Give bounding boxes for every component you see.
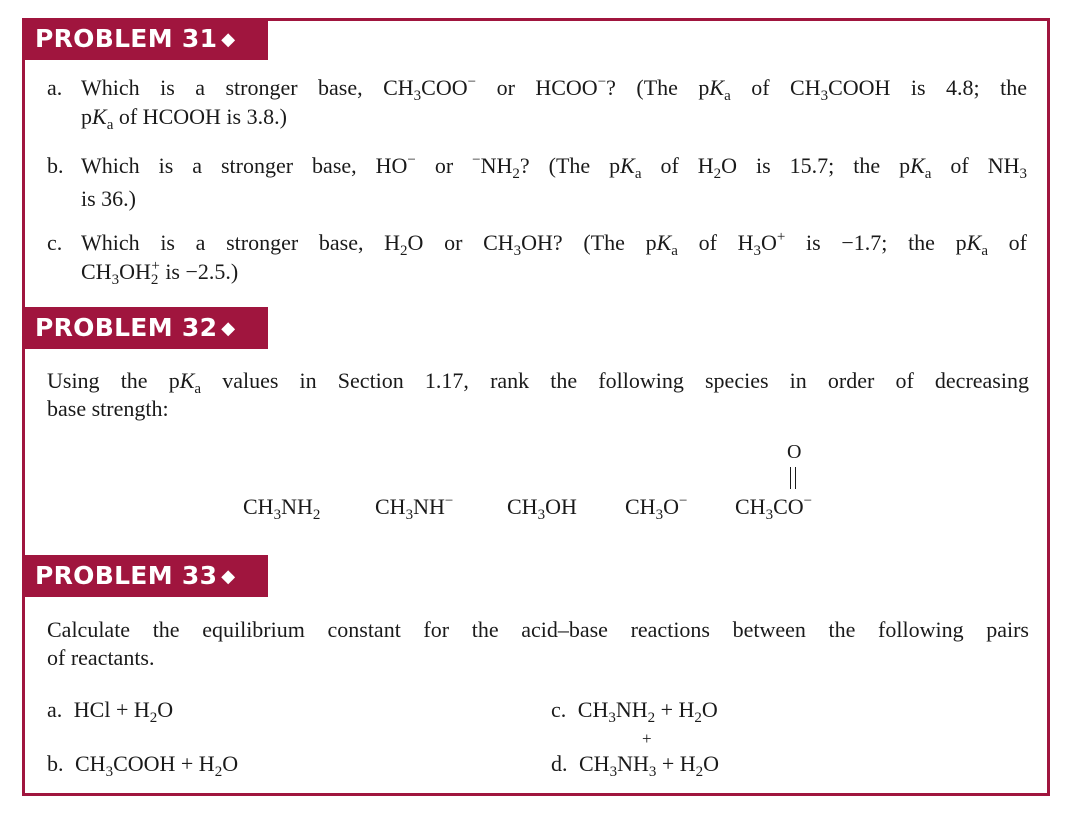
item-b-line1: Which is a stronger base, HO− or $^-NH_2$? (The $pK_a$ of $H_2O$ is 15.7; the $pK_a$ of $NH_3$ (81, 152, 1027, 182)
item-b-line2: is 36.) (81, 186, 136, 211)
reaction-d-formula: $CH_3NH_3 + H_2O$ (579, 751, 720, 780)
problem-32-title: PROBLEM 32 (35, 313, 218, 342)
reaction-b-label: b. (47, 751, 64, 776)
problem-32-header (22, 307, 268, 349)
item-a-line1: Which is a stronger base, $CH_3COO^-$ or HCOO−? (The $pK_a$ of $CH_3COOH$ is 4.8; the (81, 74, 1027, 104)
reaction-d-label: d. (551, 751, 568, 776)
problem-31-header (22, 18, 268, 60)
diamond-icon: ◆ (221, 29, 236, 50)
problem-31-title: PROBLEM 31 (35, 24, 218, 53)
item-c-text (81, 228, 1027, 286)
species-ch3oh: $CH_3OH$ (507, 494, 577, 523)
reaction-c-label: c. (551, 697, 567, 722)
reaction-b-formula: $CH_3COOH + H_2O$ (75, 751, 239, 780)
reaction-a-label: a. (47, 697, 63, 722)
reaction-b (47, 750, 238, 778)
diamond-icon: ◆ (221, 566, 236, 587)
carbonyl-oxygen: O (787, 441, 802, 463)
item-a-text (81, 73, 1027, 131)
reaction-c-formula: $CH_3NH_2 + H_2O$ (577, 697, 718, 726)
ammonium-charge: + (642, 729, 652, 748)
item-c-line1: Which is a stronger base, $H_2O$ or $CH_3OH$? (The $pK_a$ of $H_3O^+$ is −1.7; the $pK_a$ of (81, 229, 1027, 259)
item-a-label: a. (47, 75, 63, 100)
problem-32-line1: Using the $pK_a$ values in Section 1.17, rank the following species in order of decreasing (47, 368, 1029, 397)
problem-33-header (22, 555, 268, 597)
diamond-icon: ◆ (221, 318, 236, 339)
carbonyl-double-bond (790, 467, 796, 489)
problem-33-line1: Calculate the equilibrium constant for the acid–base reactions between the following pairs (47, 617, 1029, 642)
item-b-text (81, 151, 1027, 213)
reaction-d (551, 750, 719, 778)
item-c-label: c. (47, 230, 63, 255)
reaction-c (551, 696, 718, 724)
item-b-label: b. (47, 153, 64, 178)
reaction-a-formula: HCl + $H_2O$ (73, 697, 174, 726)
problem-32-line2: base strength: (47, 396, 169, 421)
reaction-a (47, 696, 173, 724)
species-ch3o-minus: $CH_3O^-$ (625, 493, 688, 523)
species-ch3nh-minus: $CH_3NH^-$ (375, 493, 454, 523)
item-c-line2: $CH_3OH_2^+$ is −2.5.) (81, 258, 239, 288)
problem-33-title: PROBLEM 33 (35, 561, 218, 590)
problem-33-text (47, 616, 1029, 672)
item-a-line2: $pK_a$ of HCOOH is 3.8.) (81, 104, 287, 133)
problem-32-text (47, 367, 1029, 423)
problem-33-line2: of reactants. (47, 645, 155, 670)
species-acetate: $CH_3CO^-$ (735, 493, 813, 523)
species-ch3nh2: $CH_3NH_2$ (243, 494, 321, 523)
